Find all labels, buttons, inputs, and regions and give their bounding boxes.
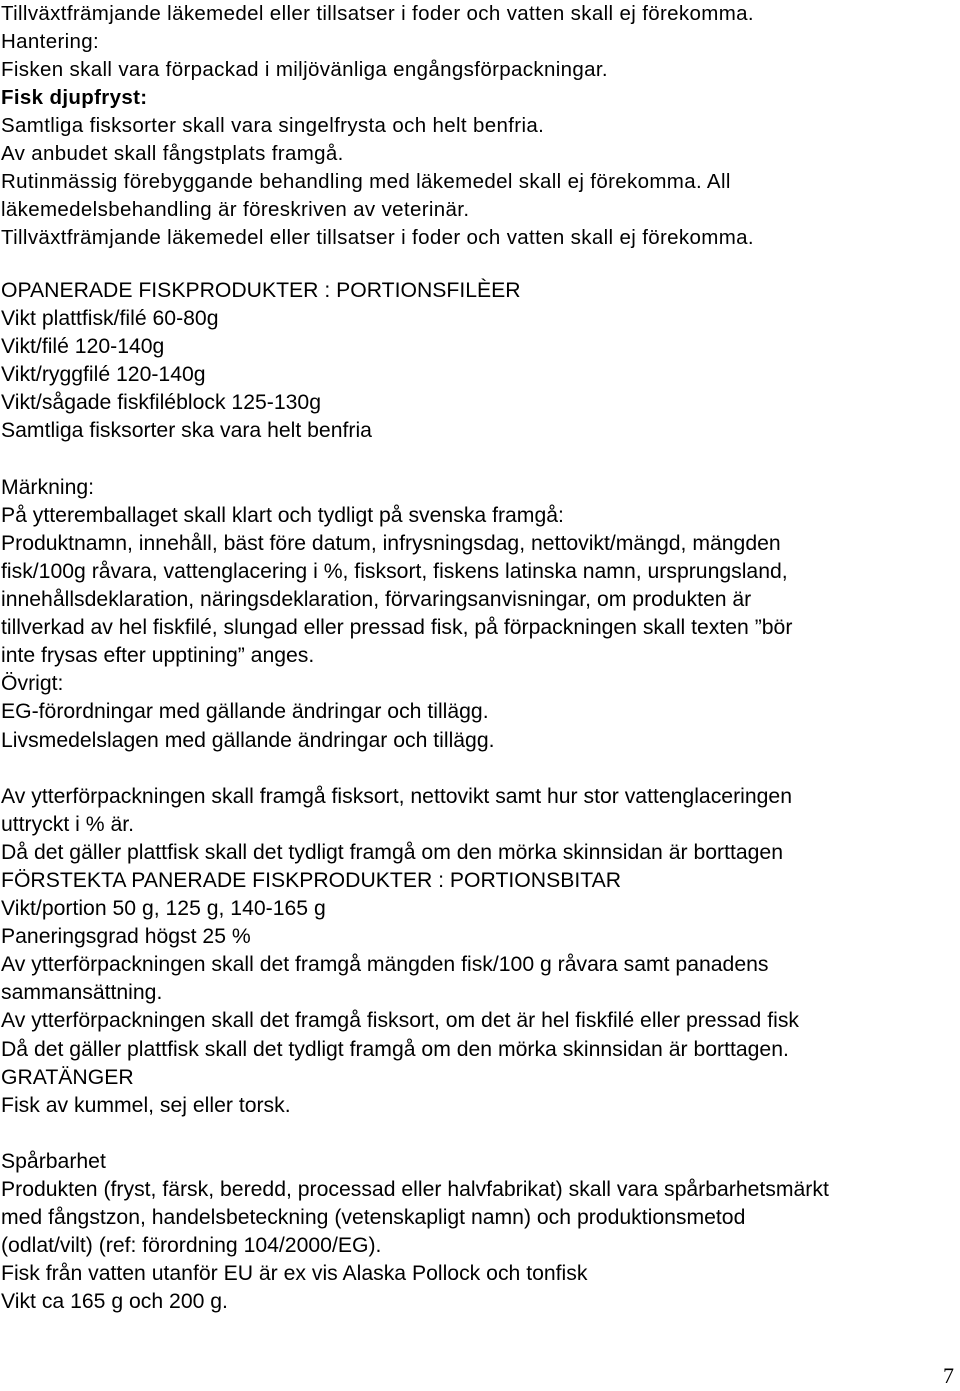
text-line: EG-förordningar med gällande ändringar och tillägg.	[1, 700, 489, 724]
text-line: Samtliga fisksorter skall vara singelfrysta och helt benfria.	[1, 114, 545, 137]
text-line: Fisk av kummel, sej eller torsk.	[1, 1093, 291, 1117]
top-section	[1, 0, 960, 252]
handling-heading: Hantering:	[1, 30, 100, 53]
text-line: innehållsdeklaration, näringsdeklaration, förvaringsanvisningar, om produkten är	[1, 588, 752, 612]
marking-heading: Märkning:	[1, 475, 95, 499]
traceability-heading: Spårbarhet	[1, 1149, 106, 1173]
text-line: Då det gäller plattfisk skall det tydligt framgå om den mörka skinnsidan är borttagen.	[1, 1037, 789, 1061]
text-line: Vikt plattfisk/filé 60-80g	[1, 307, 219, 331]
pre-fried-heading: FÖRSTEKTA PANERADE FISKPRODUKTER : PORTIONSBITAR	[1, 868, 622, 892]
text-line: uttryckt i % är.	[1, 812, 135, 836]
main-section	[1, 277, 960, 1316]
text-line: Livsmedelslagen med gällande ändringar och tillägg.	[1, 728, 495, 752]
text-line: med fångstzon, handelsbeteckning (vetenskapligt namn) och produktionsmetod	[1, 1206, 746, 1230]
text-line: Av ytterförpackningen skall framgå fisksort, nettovikt samt hur stor vattenglaceringen	[1, 784, 792, 808]
gratin-heading: GRATÄNGER	[1, 1065, 134, 1089]
text-line: fisk/100g råvara, vattenglacering i %, fisksort, fiskens latinska namn, ursprungsland,	[1, 559, 788, 583]
text-line: Samtliga fisksorter ska vara helt benfria	[1, 419, 372, 443]
text-line: Vikt ca 165 g och 200 g.	[1, 1290, 228, 1314]
text-line: sammansättning.	[1, 981, 163, 1005]
spacer	[1, 755, 960, 783]
text-line: På ytteremballaget skall klart och tydligt på svenska framgå:	[1, 503, 564, 527]
text-line: Produkten (fryst, färsk, beredd, processad eller halvfabrikat) skall vara spårbarhetsmärkt	[1, 1178, 829, 1201]
text-line: Paneringsgrad högst 25 %	[1, 925, 251, 949]
unbreaded-heading: OPANERADE FISKPRODUKTER : PORTIONSFILÈER	[1, 279, 521, 302]
text-line: Av ytterförpackningen skall det framgå fisksort, om det är hel fiskfilé eller pressad fisk	[1, 1009, 800, 1033]
text-line: Då det gäller plattfisk skall det tydligt framgå om den mörka skinnsidan är borttagen	[1, 840, 783, 864]
other-heading: Övrigt:	[1, 672, 64, 696]
text-line: Produktnamn, innehåll, bäst före datum, infrysningsdag, nettovikt/mängd, mängden	[1, 531, 781, 555]
text-line: Fisken skall vara förpackad i miljövänliga engångsförpackningar.	[1, 58, 608, 81]
text-line: Tillväxtfrämjande läkemedel eller tillsatser i foder och vatten skall ej förekomma.	[1, 226, 754, 249]
text-line: läkemedelsbehandling är föreskriven av veterinär.	[1, 198, 470, 221]
text-line: Vikt/sågade fiskfiléblock 125-130g	[1, 391, 321, 415]
spacer	[1, 446, 960, 474]
text-line: (odlat/vilt) (ref: förordning 104/2000/EG).	[1, 1234, 382, 1258]
text-line: inte frysas efter upptining” anges.	[1, 644, 315, 668]
text-line: Av anbudet skall fångstplats framgå.	[1, 142, 344, 165]
text-line: Rutinmässig förebyggande behandling med läkemedel skall ej förekomma. All	[1, 170, 731, 193]
spacer	[1, 1120, 960, 1148]
frozen-fish-heading: Fisk djupfryst:	[1, 86, 148, 109]
text-line: Vikt/ryggfilé 120-140g	[1, 363, 206, 387]
text-line: Fisk från vatten utanför EU är ex vis Alaska Pollock och tonfisk	[1, 1262, 588, 1286]
page-number: 7	[943, 1363, 954, 1388]
text-line: Av ytterförpackningen skall det framgå mängden fisk/100 g råvara samt panadens	[1, 953, 769, 977]
text-line: tillverkad av hel fiskfilé, slungad eller pressad fisk, på förpackningen skall texten ”bör	[1, 616, 793, 640]
text-line: Tillväxtfrämjande läkemedel eller tillsatser i foder och vatten skall ej förekomma.	[1, 2, 754, 25]
text-line: Vikt/filé 120-140g	[1, 335, 165, 359]
text-line: Vikt/portion 50 g, 125 g, 140-165 g	[1, 897, 326, 921]
